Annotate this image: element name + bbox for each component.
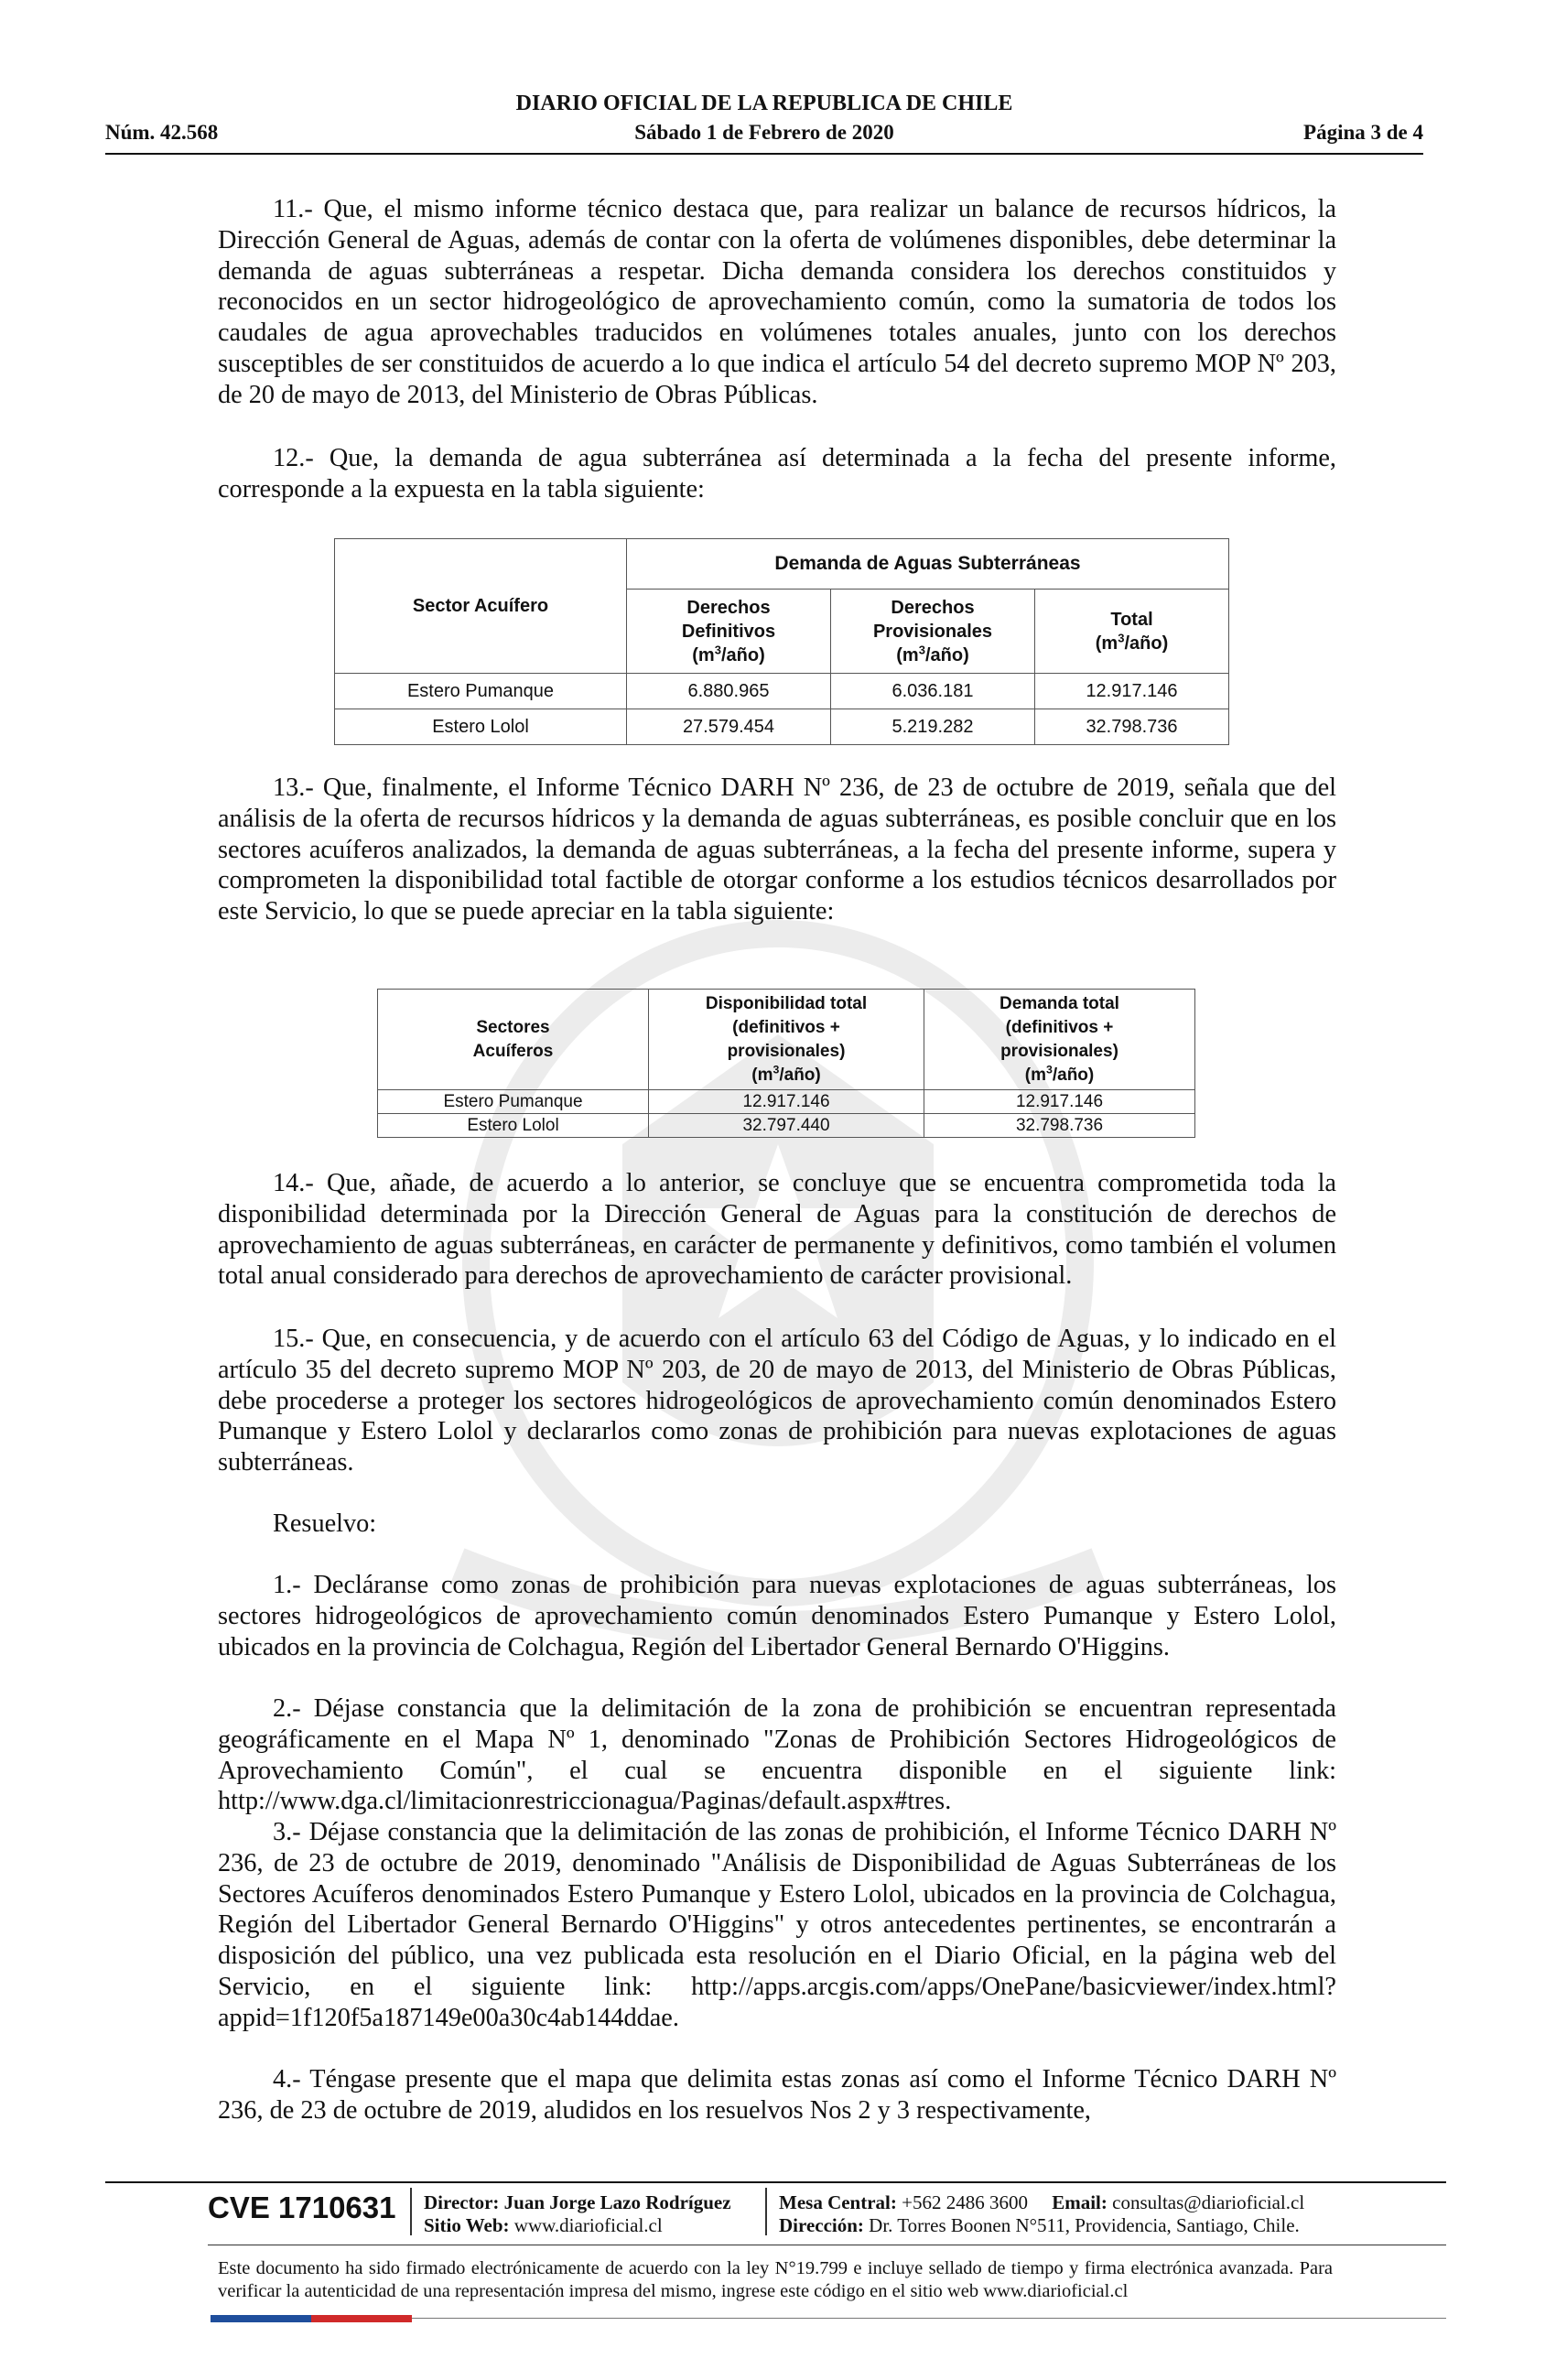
table1-cell-def: 27.579.454 (627, 709, 831, 745)
table2-cell-dem: 32.798.736 (924, 1114, 1195, 1138)
table2-cell-sector: Estero Lolol (378, 1114, 649, 1138)
table1-cell-prov: 5.219.282 (831, 709, 1035, 745)
availability-table (377, 989, 1195, 1138)
email-link[interactable]: consultas@diarioficial.cl (1112, 2191, 1305, 2213)
table1-cell-total: 32.798.736 (1035, 709, 1229, 745)
table2-header-dem-line3: provisionales) (1000, 1041, 1118, 1061)
table2-header-dem-line2: (definitivos + (1005, 1017, 1114, 1037)
paragraph-15: 15.- Que, en consecuencia, y de acuerdo con el artículo 63 del Código de Aguas, y lo indicado en el artículo 35 del decreto supremo MOP Nº 203, de 20 de mayo de 2013, del Ministerio de Obras Públicas, debe procederse a proteger los sectores hidrogeológicos de aprovechamiento común denominados Estero Pumanque y Estero Lolol y declararlos como zonas de prohibición para nuevas explotaciones de aguas subterráneas. (218, 1325, 1336, 1477)
table2-cell-disp: 12.917.146 (649, 1090, 924, 1114)
table2-header-disp-line3: provisionales) (727, 1041, 846, 1061)
table1-header-provisionales-label: Derechos Provisionales (872, 597, 993, 642)
table1-cell-sector: Estero Pumanque (335, 674, 627, 709)
page-indicator: Página 3 de 4 (1303, 121, 1423, 144)
resolution-4: 4.- Téngase presente que el mapa que delimita estas zonas así como el Informe Técnico DARH Nº 236, de 23 de octubre de 2019, aludidos en los resuelvos Nos 2 y 3 respectivamente, (218, 2065, 1336, 2125)
table2-header-sector (378, 990, 649, 1090)
table1-cell-total: 12.917.146 (1035, 674, 1229, 709)
flag-stripe-red (311, 2315, 412, 2322)
table-row (378, 1090, 1195, 1114)
director-label: Director: (424, 2191, 500, 2213)
table2-cell-dem: 12.917.146 (924, 1090, 1195, 1114)
header-divider (105, 153, 1423, 155)
journal-title: DIARIO OFICIAL DE LA REPUBLICA DE CHILE (515, 92, 1013, 115)
resolution-1: 1.- Decláranse como zonas de prohibición para nuevas explotaciones de aguas subterráneas, los sectores hidrogeológicos de aprovechamiento común denominados Estero Pumanque y Estero Lolol, ubicados en la provincia de Colchagua, Región del Libertador General Bernardo O'Higgins. (218, 1571, 1336, 1661)
table1-header-definitivos-unit: $(m^3/año)$ (692, 642, 765, 665)
paragraph-14: 14.- Que, añade, de acuerdo a lo anterior, se concluye que se encuentra comprometida toda la disponibilidad determinada por la Dirección General de Aguas para la constitución de derechos de aprovechamiento de aguas subterráneas, en carácter de permanente y definitivos, como también el volumen total anual considerado para derechos de aprovechamiento de carácter provisional. (218, 1169, 1336, 1291)
table2-header-sector-line2: Acuíferos (472, 1041, 554, 1061)
resuelvo-heading: Resuelvo: (273, 1509, 377, 1538)
footer-separator (410, 2188, 412, 2235)
table1-header-total (1035, 590, 1229, 674)
mesa-phone: +562 2486 3600 (902, 2191, 1028, 2213)
table1-header-total-label: Total (1110, 609, 1153, 630)
table1-header-definitivos (627, 590, 831, 674)
table1-header-definitivos-label: Derechos Definitivos (681, 597, 776, 642)
table-row (378, 1114, 1195, 1138)
address-text: Dr. Torres Boonen N°511, Providencia, Santiago, Chile. (869, 2214, 1300, 2236)
legal-notice: Este documento ha sido firmado electrónicamente de acuerdo con la ley N°19.799 e incluye sellado de tiempo y firma electrónica avanzada. Para verificar la autenticidad de una representación impresa del mismo, ingrese este código en el sitio web www.diarioficial.cl (218, 2258, 1333, 2301)
table2-header-disp-line1: Disponibilidad total (705, 993, 868, 1013)
issue-date: Sábado 1 de Febrero de 2020 (634, 121, 894, 144)
footer-contact-block (779, 2191, 1304, 2237)
table2-header-disp-unit: $(m^3/año)$ (751, 1063, 821, 1085)
resolution-3: 3.- Déjase constancia que la delimitación de las zonas de prohibición, el Informe Técnico DARH Nº 236, de 23 de octubre de 2019, denominado "Análisis de Disponibilidad de Aguas Subterráneas de los Sectores Acuíferos denominados Estero Pumanque y Estero Lolol, ubicados en la provincia de Colchagua, Región del Libertador General Bernardo O'Higgins" y otros antecedentes pertinentes, se encontrarán a disposición del público, una vez publicada esta resolución en el Diario Oficial, en la página web del Servicio, en el siguiente link: http://apps.arcgis.com/apps/OnePane/basicviewer/index.html?appid=1f120f5a187149e00a30c4ab144ddae. (218, 1818, 1336, 2032)
table2-header-demanda (924, 990, 1195, 1090)
footer-divider (105, 2181, 1446, 2183)
table2-header-disponibilidad (649, 990, 924, 1090)
site-link[interactable]: www.diarioficial.cl (513, 2214, 663, 2236)
table-row (335, 674, 1229, 709)
resolution-2: 2.- Déjase constancia que la delimitación de la zona de prohibición se encuentran representada geográficamente en el Mapa Nº 1, denominado "Zonas de Prohibición Sectores Hidrogeológicos de Aprovechamiento Común", el cual se encuentra disponible en el siguiente link: http://www.dga.cl/limitacionrestriccionagua/Paginas/default.aspx#tres. (218, 1694, 1336, 1816)
table1-header-sector: Sector Acuífero (335, 539, 627, 674)
footer-director-block (424, 2191, 731, 2237)
footer-bottom-rule (412, 2318, 1446, 2319)
mesa-label: Mesa Central: (779, 2191, 897, 2213)
table2-cell-sector: Estero Pumanque (378, 1090, 649, 1114)
table2-cell-disp: 32.797.440 (649, 1114, 924, 1138)
table1-cell-prov: 6.036.181 (831, 674, 1035, 709)
director-name: Juan Jorge Lazo Rodríguez (503, 2191, 731, 2213)
table1-header-total-unit: $(m^3/año)$ (1095, 630, 1169, 654)
table1-group-header: Demanda de Aguas Subterráneas (627, 539, 1229, 590)
flag-stripe (211, 2315, 412, 2322)
flag-stripe-blue (211, 2315, 311, 2322)
paragraph-13: 13.- Que, finalmente, el Informe Técnico DARH Nº 236, de 23 de octubre de 2019, señala que del análisis de la oferta de recursos hídricos y la demanda de aguas subterráneas, es posible concluir que en los sectores acuíferos analizados, la demanda de aguas subterráneas, a la fecha del presente informe, supera y comprometen la disponibilidad total factible de otorgar conforme a los estudios técnicos desarrollados por este Servicio, lo que se puede apreciar en la tabla siguiente: (218, 774, 1336, 926)
table1-cell-def: 6.880.965 (627, 674, 831, 709)
table1-header-provisionales (831, 590, 1035, 674)
table2-header-sector-line1: Sectores (476, 1017, 550, 1037)
paragraph-12: 12.- Que, la demanda de agua subterránea así determinada a la fecha del presente informe, corresponde a la expuesta en la tabla siguiente: (218, 444, 1336, 503)
email-label: Email: (1052, 2191, 1108, 2213)
table-row (335, 709, 1229, 745)
paragraph-11: 11.- Que, el mismo informe técnico destaca que, para realizar un balance de recursos hídricos, la Dirección General de Aguas, además de contar con la oferta de volúmenes disponibles, debe determinar la demanda de aguas subterráneas a respetar. Dicha demanda considera los derechos constituidos y reconocidos en un sector hidrogeológico de aprovechamiento común, como la sumatoria de todos los caudales de agua aprovechables traducidos en volúmenes totales anuales, junto con los derechos susceptibles de ser constituidos de acuerdo a lo que indica el artículo 54 del decreto supremo MOP Nº 203, de 20 de mayo de 2013, del Ministerio de Obras Públicas. (218, 195, 1336, 409)
table2-header-dem-unit: $(m^3/año)$ (1024, 1063, 1095, 1085)
table1-cell-sector: Estero Lolol (335, 709, 627, 745)
site-label: Sitio Web: (424, 2214, 510, 2236)
table2-header-dem-line1: Demanda total (1000, 993, 1119, 1013)
demand-table (334, 538, 1229, 745)
address-label: Dirección: (779, 2214, 864, 2236)
page-header (105, 92, 1423, 156)
table2-header-disp-line2: (definitivos + (732, 1017, 840, 1037)
footer-separator (765, 2188, 767, 2235)
cve-code: CVE 1710631 (208, 2191, 396, 2224)
issue-number: Núm. 42.568 (105, 121, 219, 144)
table1-header-provisionales-unit: $(m^3/año)$ (896, 642, 969, 665)
